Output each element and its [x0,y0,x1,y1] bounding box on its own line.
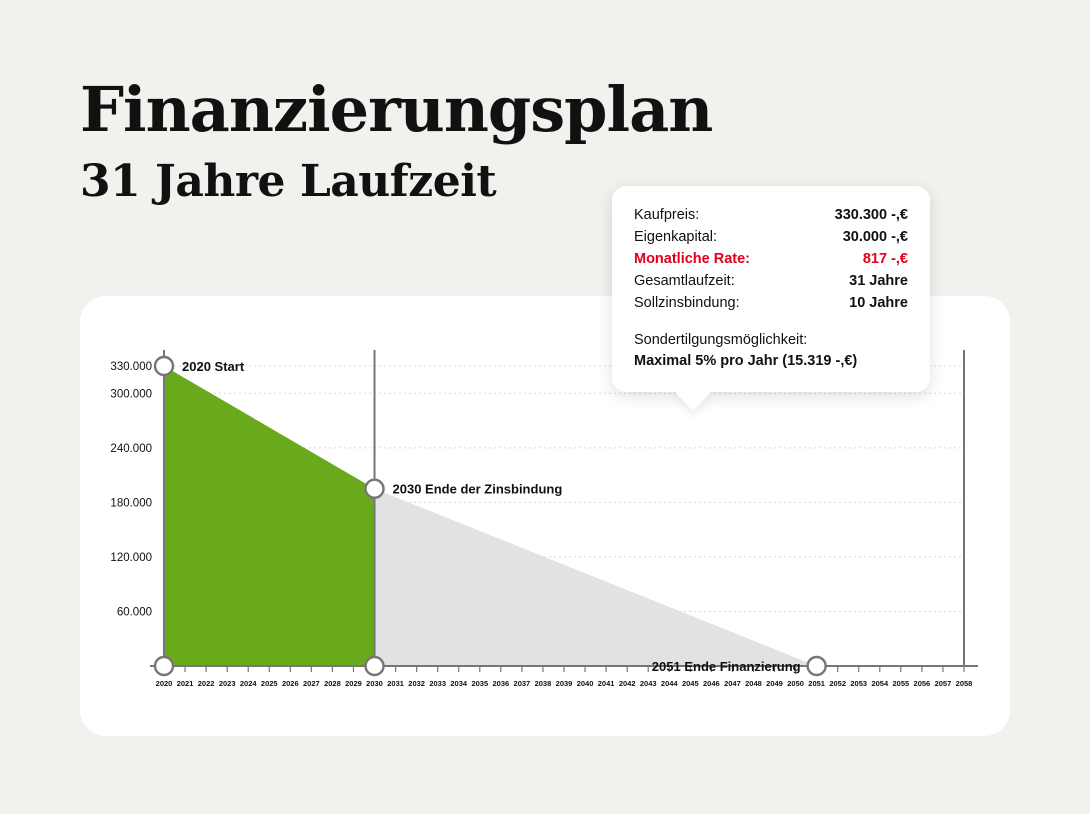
x-axis-tick-label: 2048 [745,679,762,688]
x-axis-tick-label: 2030 [366,679,383,688]
x-axis-tick-label: 2033 [429,679,447,688]
x-axis-tick-label: 2050 [787,679,804,688]
y-axis-tick-label: 240.000 [110,442,152,455]
x-axis-tick-label: 2045 [681,679,699,688]
page-title: Finanzierungsplan [80,73,713,146]
x-axis-tick-label: 2032 [408,679,425,688]
chart-marker[interactable] [155,357,173,375]
x-axis-tick-label: 2042 [618,679,636,688]
summary-row [634,204,908,226]
summary-row [634,292,908,314]
x-axis-tick-label: 2053 [850,679,868,688]
summary-row-label: Monatliche Rate: [634,251,751,267]
chart-marker[interactable] [366,657,384,675]
chart-marker-label: 2051 Ende Finanzierung [651,659,801,674]
summary-row-value: 330.300 -,€ [834,207,908,223]
x-axis-tick-label: 2056 [913,679,931,688]
y-axis-tick-label: 300.000 [110,388,152,401]
x-axis-tick-label: 2031 [387,679,404,688]
x-axis-tick-label: 2021 [176,679,194,688]
x-axis-tick-label: 2035 [471,679,489,688]
x-axis-tick-label: 2040 [576,679,594,688]
x-axis-tick-label: 2047 [724,679,741,688]
summary-row-label: Gesamtlaufzeit: [634,273,735,289]
x-axis-tick-label: 2034 [450,679,468,688]
special-repayment-value: Maximal 5% pro Jahr (15.319 -,€) [634,353,858,369]
summary-row-label: Sollzinsbindung: [634,295,740,311]
summary-row-label: Eigenkapital: [634,229,718,245]
chart-marker[interactable] [155,657,173,675]
x-axis-tick-label: 2036 [492,679,510,688]
y-axis-tick-label: 180.000 [110,497,152,510]
x-axis-tick-label: 2026 [281,679,299,688]
x-axis-tick-label: 2029 [345,679,362,688]
summary-rows [634,204,908,314]
area-series-restlaufzeit [375,489,817,666]
x-axis-tick-label: 2041 [597,679,615,688]
x-axis-tick-label: 2037 [513,679,531,688]
x-axis-tick-label: 2020 [155,679,173,688]
chart-marker[interactable] [808,657,826,675]
summary-row-label: Kaufpreis: [634,207,700,223]
x-axis-tick-label: 2051 [808,679,825,688]
summary-row-value: 10 Jahre [849,295,908,311]
summary-row [634,270,908,292]
x-axis-tick-label: 2049 [766,679,783,688]
x-axis-tick-label: 2052 [829,679,847,688]
summary-row [634,248,908,270]
x-axis-tick-label: 2046 [703,679,720,688]
page-subtitle: 31 Jahre Laufzeit [80,156,497,207]
x-axis-tick-label: 2058 [955,679,973,688]
x-axis-tick-label: 2023 [218,679,236,688]
y-axis-tick-label: 120.000 [110,551,152,564]
chart-marker-label: 2020 Start [182,359,245,374]
x-axis-tick-label: 2055 [892,679,910,688]
x-axis-tick-label: 2043 [639,679,657,688]
chart-marker-label: 2030 Ende der Zinsbindung [392,481,563,497]
x-axis-tick-label: 2027 [303,679,320,688]
x-axis-tick-label: 2044 [660,679,678,688]
summary-row-value: 31 Jahre [849,273,908,289]
x-axis-tick-label: 2024 [239,679,257,688]
y-axis-tick-label: 330.000 [110,361,152,373]
special-repayment-label: Sondertilgungsmöglichkeit: [634,332,808,348]
summary-row [634,226,908,248]
x-axis-tick-label: 2038 [534,679,552,688]
summary-row-value: 817 -,€ [862,251,908,267]
tooltip-pointer [674,391,712,411]
x-axis-tick-label: 2054 [871,679,889,688]
y-axis-tick-label: 60.000 [116,606,152,619]
summary-row-value: 30.000 -,€ [842,229,908,245]
x-axis-tick-label: 2025 [260,679,278,688]
chart-marker[interactable] [366,480,384,498]
special-repayment-block [634,330,908,372]
x-axis-tick-label: 2022 [197,679,215,688]
summary-tooltip [612,186,930,392]
area-series-zinsbindung [164,366,375,666]
x-axis-tick-label: 2057 [934,679,952,688]
x-axis-tick-label: 2039 [555,679,573,688]
x-axis-tick-label: 2028 [324,679,341,688]
